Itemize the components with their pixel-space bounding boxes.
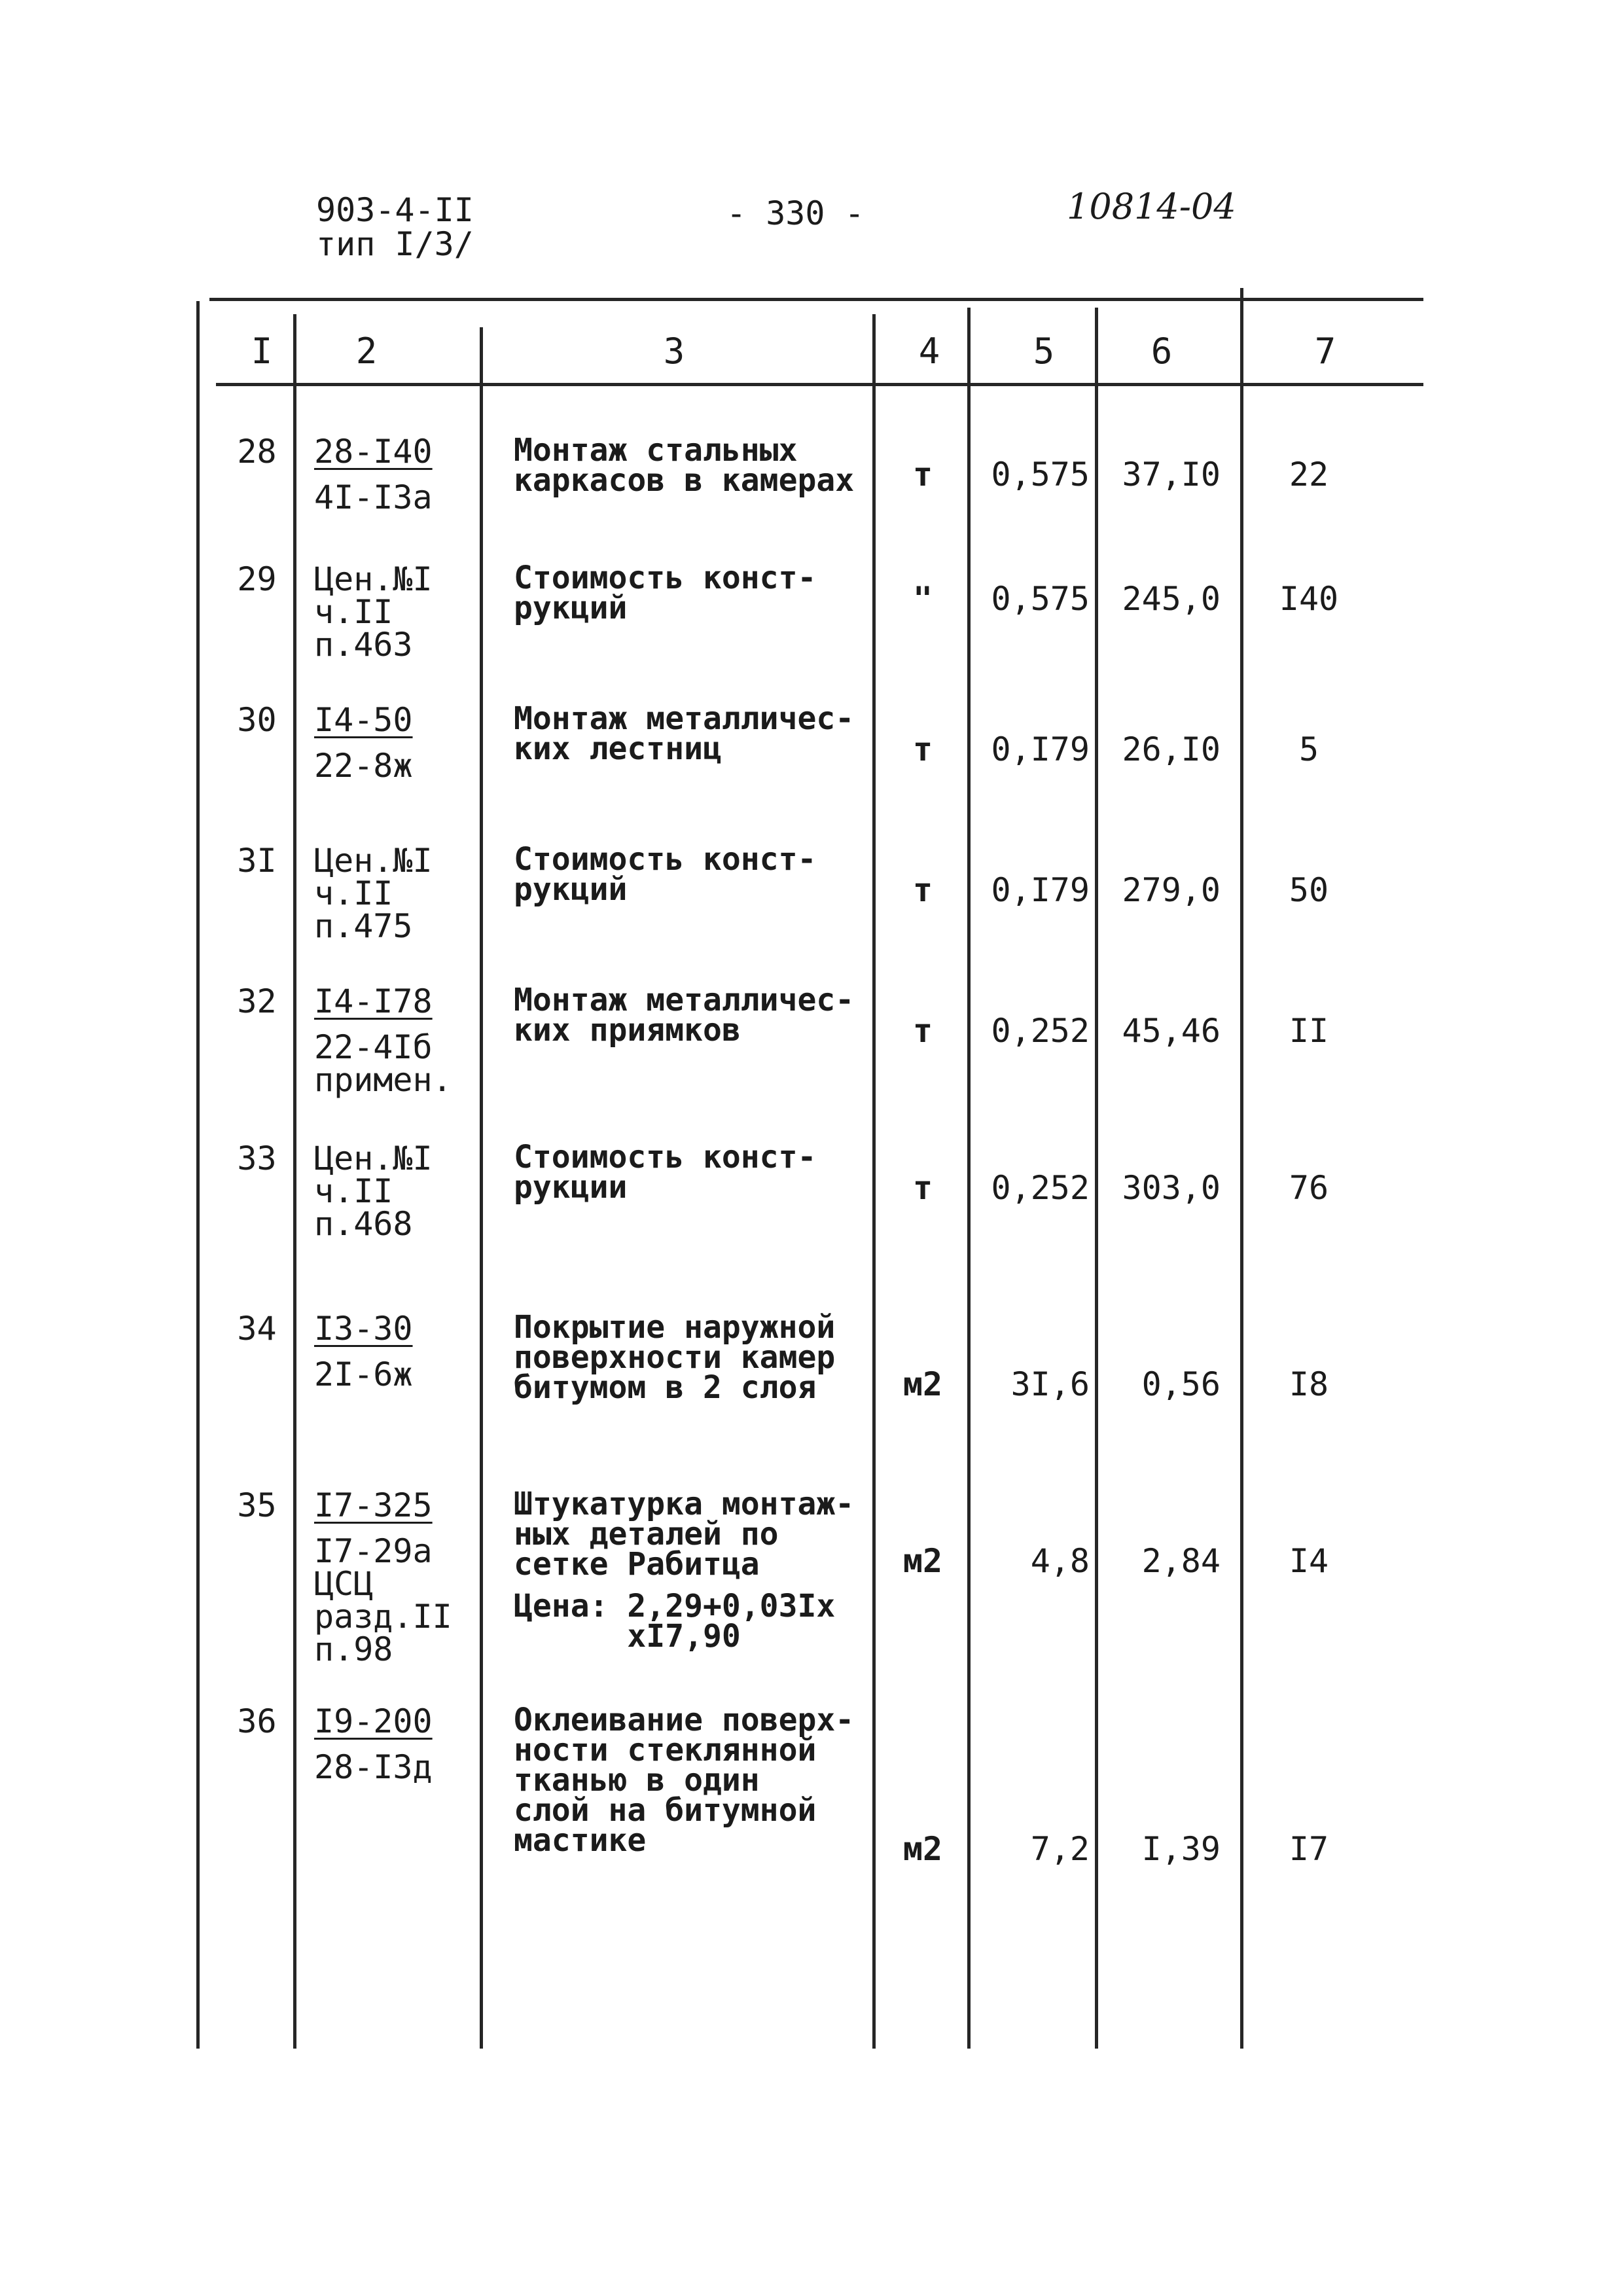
unit-price: 0,56	[1141, 1365, 1221, 1403]
unit-price: 45,46	[1122, 1012, 1221, 1050]
unit: т	[912, 456, 933, 493]
total: I40	[1279, 580, 1339, 618]
total: 22	[1289, 456, 1329, 493]
column-header-4: 4	[918, 331, 940, 372]
total: 5	[1298, 730, 1319, 768]
description: Стоимость конст- рукции	[514, 1139, 817, 1206]
row-number: 3I	[237, 842, 277, 880]
quantity: 0,I79	[991, 730, 1090, 768]
description: Монтаж металличес- ких лестниц	[514, 700, 855, 767]
row-number: 33	[237, 1139, 277, 1177]
column-divider	[196, 301, 200, 2049]
quantity: 3I,6	[1010, 1365, 1090, 1403]
unit: "	[912, 580, 933, 618]
unit-price: 26,I0	[1122, 730, 1221, 768]
column-header-6: 6	[1150, 331, 1173, 372]
page-number: - 330 -	[726, 194, 865, 232]
total: 76	[1289, 1169, 1329, 1207]
description: Монтаж стальных каркасов в камерах	[514, 432, 855, 499]
unit-price: 2,84	[1141, 1542, 1221, 1580]
column-divider	[480, 327, 483, 2049]
quantity: 0,575	[991, 580, 1090, 618]
row-number: 36	[237, 1702, 277, 1740]
reference: I3-30 2I-6ж	[314, 1310, 413, 1393]
unit: м2	[902, 1542, 943, 1580]
column-divider	[1240, 288, 1243, 2049]
unit: м2	[902, 1365, 943, 1403]
row-number: 35	[237, 1486, 277, 1524]
reference: 28-I40 4I-I3a	[314, 433, 433, 516]
column-header-2: 2	[355, 331, 378, 372]
column-header-5: 5	[1033, 331, 1055, 372]
column-divider	[872, 314, 876, 2049]
total: II	[1289, 1012, 1329, 1050]
row-number: 34	[237, 1310, 277, 1348]
column-divider	[967, 308, 971, 2049]
row-number: 28	[237, 433, 277, 471]
row-number: 30	[237, 701, 277, 739]
total: I7	[1289, 1830, 1329, 1868]
description: Монтаж металличес- ких приямков	[514, 982, 855, 1049]
total: I8	[1289, 1365, 1329, 1403]
column-divider	[1095, 308, 1098, 2049]
unit: т	[912, 1169, 933, 1207]
document-number: 10814-04	[1067, 186, 1236, 227]
column-header-7: 7	[1314, 331, 1336, 372]
reference: I4-I78 22-4Iб примен.	[314, 982, 452, 1099]
reference: I7-325 I7-29a ЦСЦ разд.II п.98	[314, 1486, 452, 1668]
description: Штукатурка монтаж- ных деталей по сетке Рабитца Цена: 2,29+0,03Iх хI7,90	[514, 1486, 855, 1655]
quantity: 7,2	[1030, 1830, 1090, 1868]
column-header-1: I	[251, 331, 273, 372]
document-code: 903-4-II тип I/3/	[316, 191, 474, 263]
row-number: 29	[237, 560, 277, 598]
description: Стоимость конст- рукций	[514, 560, 817, 626]
unit: т	[912, 1012, 933, 1050]
unit-price: 279,0	[1122, 871, 1221, 909]
reference: I9-200 28-I3д	[314, 1702, 433, 1786]
unit-price: 37,I0	[1122, 456, 1221, 493]
reference: Цен.№I ч.II п.475	[314, 842, 433, 945]
unit: т	[912, 871, 933, 909]
quantity: 0,252	[991, 1012, 1090, 1050]
reference: Цен.№I ч.II п.468	[314, 1139, 433, 1243]
quantity: 0,252	[991, 1169, 1090, 1207]
unit: т	[912, 730, 933, 768]
row-number: 32	[237, 982, 277, 1020]
reference: I4-50 22-8ж	[314, 701, 413, 785]
total: 50	[1289, 871, 1329, 909]
quantity: 4,8	[1030, 1542, 1090, 1580]
total: I4	[1289, 1542, 1329, 1580]
unit: м2	[902, 1830, 943, 1868]
unit-price: I,39	[1141, 1830, 1221, 1868]
unit-price: 303,0	[1122, 1169, 1221, 1207]
quantity: 0,I79	[991, 871, 1090, 909]
column-header-3: 3	[663, 331, 685, 372]
quantity: 0,575	[991, 456, 1090, 493]
unit-price: 245,0	[1122, 580, 1221, 618]
description: Оклеивание поверх- ности стеклянной тканью в один слой на битумной мастике	[514, 1702, 855, 1859]
description: Покрытие наружной поверхности камер битумом в 2 слоя	[514, 1309, 836, 1406]
column-divider	[293, 314, 296, 2049]
reference: Цен.№I ч.II п.463	[314, 560, 433, 664]
description: Стоимость конст- рукций	[514, 841, 817, 908]
